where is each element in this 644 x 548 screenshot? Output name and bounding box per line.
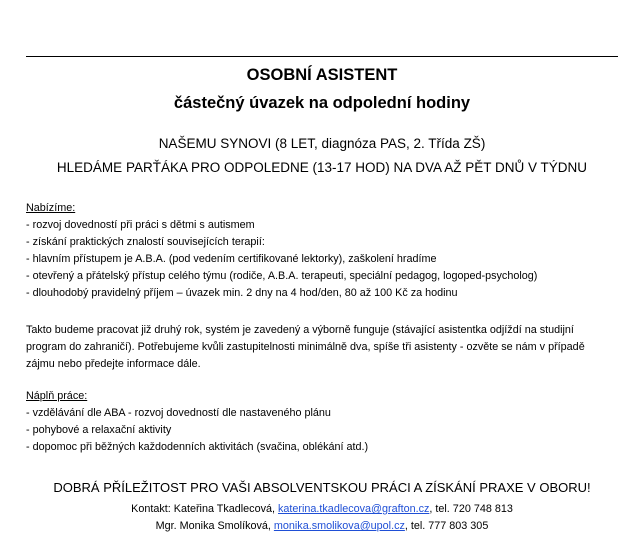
lead-line-1: NAŠEMU SYNOVI (8 LET, diagnóza PAS, 2. Třída ZŠ) — [158, 136, 486, 151]
contact-line-2 — [0, 520, 644, 532]
email-link-smolikova[interactable]: monika.smolikova@upol.cz — [273, 520, 405, 532]
list-item: - pohybové a relaxační aktivity — [26, 424, 172, 436]
contact-1-prefix: Kontakt: Kateřina Tkadlecová, — [131, 503, 278, 515]
contact-2-prefix: Mgr. Monika Smolíková, — [155, 520, 274, 532]
list-item: - vzdělávání dle ABA - rozvoj dovedností dle nastaveného plánu — [26, 407, 331, 419]
list-item: - získání praktických znalostí souvisejících terapií: — [26, 236, 265, 248]
email-link-tkadlecova[interactable]: katerina.tkadlecova@grafton.cz — [278, 503, 430, 515]
page-subtitle: částečný úvazek na odpolední hodiny — [173, 94, 471, 112]
list-item: - otevřený a přátelský přístup celého týmu (rodiče, A.B.A. terapeuti, speciální pedagog, logoped-psycholog) — [26, 270, 538, 282]
list-item: - dlouhodobý pravidelný příjem – úvazek min. 2 dny na 4 hod/den, 80 až 100 Kč za hodinu — [26, 287, 458, 299]
contact-2-phone: , tel. 777 803 305 — [404, 520, 489, 532]
list-item: - hlavním přístupem je A.B.A. (pod vedením certifikované lektorky), zaškolení hradíme — [26, 253, 437, 265]
list-item: - rozvoj dovedností při práci s dětmi s autismem — [26, 219, 255, 231]
contact-line-1 — [0, 503, 644, 515]
paragraph-line: Takto budeme pracovat již druhý rok, systém je zavedený a výborně funguje (stávající asistentka odjíždí na studijní — [26, 324, 574, 336]
offer-list — [26, 217, 626, 302]
list-item: - dopomoc při běžných každodenních aktivitách (svačina, oblékání atd.) — [26, 441, 369, 453]
info-paragraph — [26, 322, 626, 373]
offer-section — [26, 200, 626, 302]
footer-headline: DOBRÁ PŘÍLEŽITOST PRO VAŠI ABSOLVENTSKOU PRÁCI A ZÍSKÁNÍ PRAXE V OBORU! — [53, 480, 591, 495]
page-title: OSOBNÍ ASISTENT — [246, 66, 398, 84]
duties-list — [26, 405, 626, 456]
paragraph-line: program do zahraničí). Potřebujeme kvůli zastupitelnosti minimálně dva, spíše tři asistenty - ozvěte se nám v případě — [26, 341, 585, 353]
offer-heading: Nabízíme: — [26, 202, 76, 214]
duties-heading: Náplň práce: — [26, 390, 88, 402]
lead-line-2: HLEDÁME PARŤÁKA PRO ODPOLEDNE (13-17 HOD) NA DVA AŽ PĚT DNŮ V TÝDNU — [56, 160, 588, 175]
paragraph-line: zájmu nebo předejte informace dále. — [26, 358, 201, 370]
duties-section — [26, 388, 626, 456]
top-rule — [26, 56, 618, 57]
contact-1-phone: , tel. 720 748 813 — [429, 503, 513, 515]
